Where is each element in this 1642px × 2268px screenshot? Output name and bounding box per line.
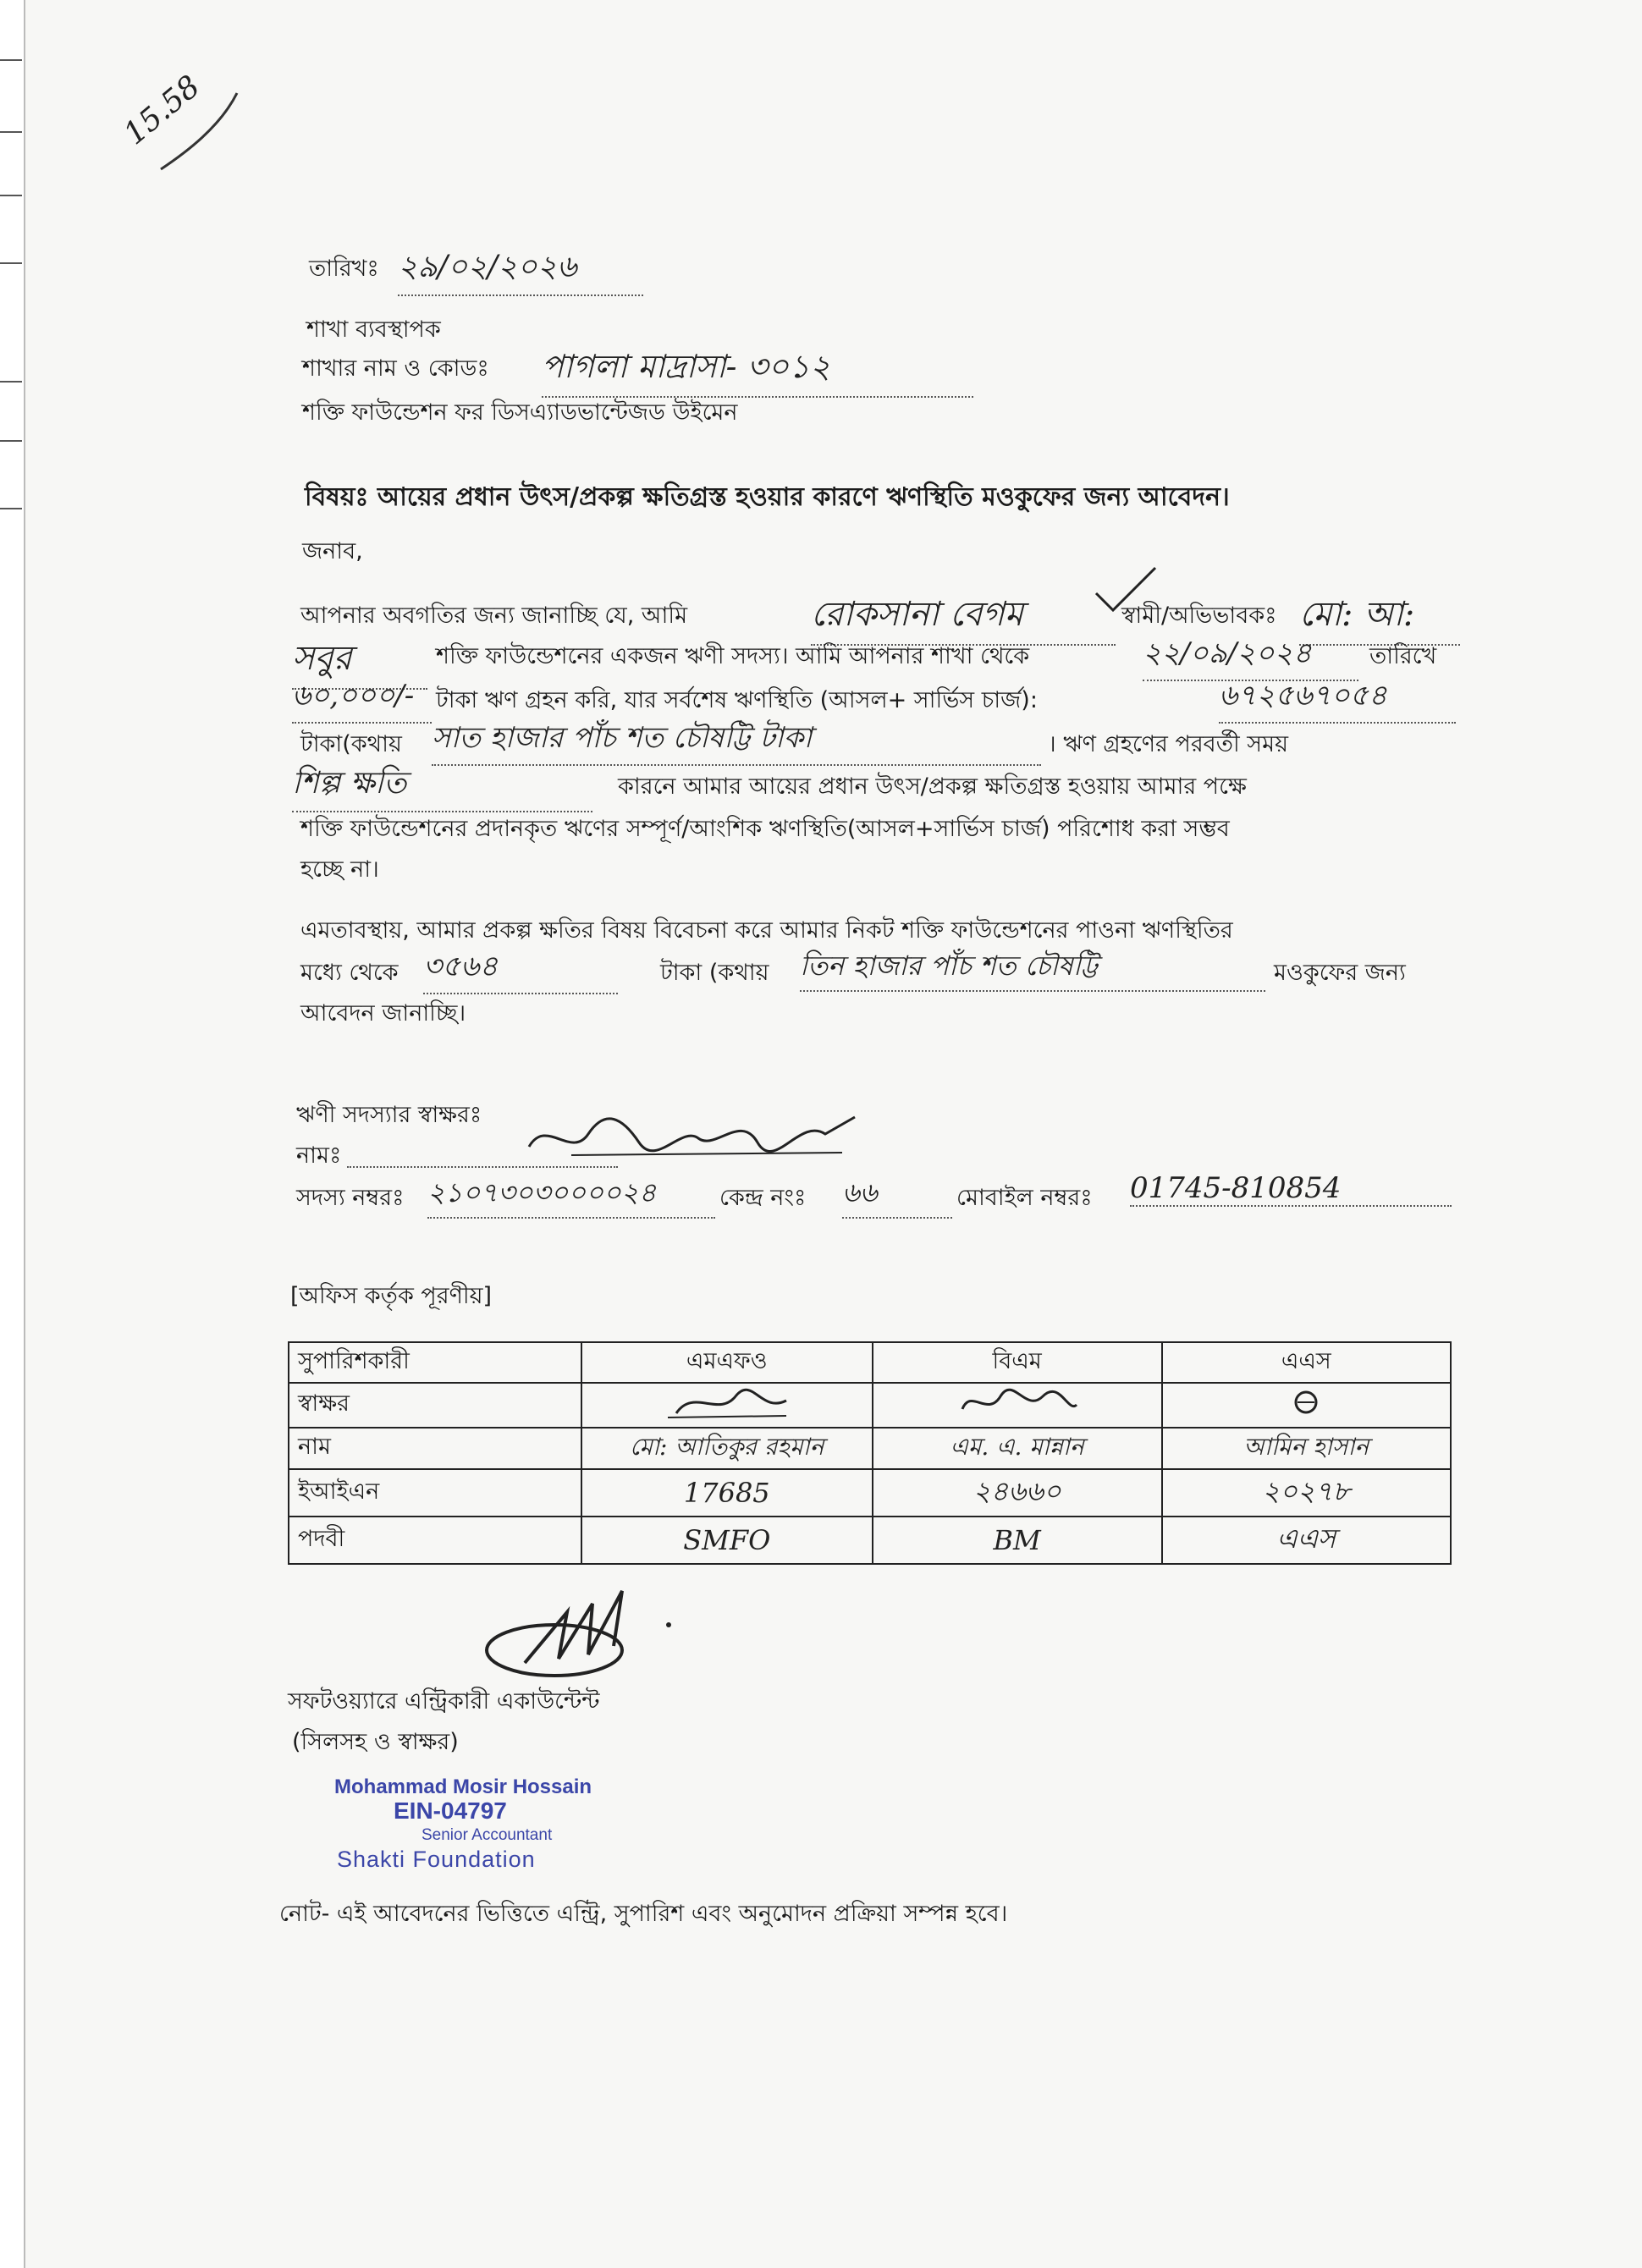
table-row xyxy=(289,1383,1451,1428)
table-row xyxy=(289,1517,1451,1564)
edge-mark xyxy=(0,440,22,442)
edge-mark xyxy=(0,381,22,383)
para1-text: তারিখে xyxy=(1369,643,1437,669)
table-cell: আমিন হাসান xyxy=(1162,1428,1451,1469)
subject: বিষয়ঃ আয়ের প্রধান উৎস/প্রকল্প ক্ষতিগ্রস্ত হওয়ার কারণে ঋণস্থিতি মওকুফের জন্য আবেদন। xyxy=(305,482,1230,512)
stamp-title: Senior Accountant xyxy=(422,1826,553,1844)
accountant-line1: সফটওয়্যারে এন্ট্রিকারী একাউন্টেন্ট xyxy=(288,1688,600,1715)
waive-words-handwritten: তিন হাজার পাঁচ শত চৌষট্টি xyxy=(800,944,1265,992)
corner-note: 15.58 xyxy=(117,69,207,152)
row-label: পদবী xyxy=(289,1517,581,1564)
bm-signature xyxy=(950,1384,1085,1421)
table-row xyxy=(289,1469,1451,1517)
para2-text: টাকা (কথায় xyxy=(660,960,769,986)
table-header-cell: বিএম xyxy=(873,1342,1162,1383)
salutation: জনাব, xyxy=(302,538,363,564)
table-row xyxy=(289,1428,1451,1469)
branch-label: শাখার নাম ও কোডঃ xyxy=(302,355,489,382)
member-no-handwritten: ২১০৭৩০৩০০০০২৪ xyxy=(427,1171,715,1219)
para1-text: টাকা(কথায় xyxy=(300,731,402,757)
loan-balance-handwritten: ৬৭২৫৬৭০৫৪ xyxy=(1219,674,1456,724)
as-signature xyxy=(1272,1384,1340,1421)
signature-cell xyxy=(581,1383,873,1428)
table-cell: এএস xyxy=(1162,1517,1451,1564)
member-name-handwritten: রোকসানা বেগম xyxy=(811,587,1116,646)
date-value: ২৯/০২/২০২৬ xyxy=(398,244,643,296)
name-label: নামঃ xyxy=(296,1142,342,1169)
row-label: স্বাক্ষর xyxy=(289,1383,581,1428)
addressee-line1: শাখা ব্যবস্থাপক xyxy=(306,317,441,343)
edge-mark xyxy=(0,195,22,196)
table-row xyxy=(289,1342,1451,1383)
page-edge-strip xyxy=(0,0,25,2268)
para1-text: হচ্ছে না। xyxy=(300,856,379,883)
signature-label: ঋণী সদস্যার স্বাক্ষরঃ xyxy=(296,1102,482,1128)
accountant-line2: (সিলসহ ও স্বাক্ষর) xyxy=(292,1729,459,1755)
loan-date-handwritten: ২২/০৯/২০২৪ xyxy=(1143,631,1358,681)
para1-text: । ঋণ গ্রহণের পরবর্তী সময় xyxy=(1048,731,1289,757)
mobile-label: মোবাইল নম্বরঃ xyxy=(956,1185,1093,1211)
edge-mark xyxy=(0,508,22,509)
edge-mark xyxy=(0,262,22,264)
office-heading: [অফিস কর্তৃক পূরণীয়] xyxy=(290,1283,493,1309)
table-header-cell: এমএফও xyxy=(581,1342,873,1383)
table-header-cell: এএস xyxy=(1162,1342,1451,1383)
table-cell: BM xyxy=(873,1517,1162,1564)
office-table xyxy=(288,1341,1452,1565)
corner-slash xyxy=(152,85,245,178)
para1-text: আপনার অবগতির জন্য জানাচ্ছি যে, আমি xyxy=(300,603,688,629)
edge-mark xyxy=(0,131,22,133)
signature-cell xyxy=(873,1383,1162,1428)
stamp-name: Mohammad Mosir Hossain xyxy=(334,1775,592,1798)
footer-note: নোট- এই আবেদনের ভিত্তিতে এন্ট্রি, সুপারিশ এবং অনুমোদন প্রক্রিয়া সম্পন্ন হবে। xyxy=(279,1901,1008,1927)
table-cell: ২৪৬৬০ xyxy=(873,1469,1162,1517)
center-label: কেন্দ্র নংঃ xyxy=(719,1185,807,1211)
para1-text: স্বামী/অভিভাবকঃ xyxy=(1121,603,1277,629)
branch-value: পাগলা মাদ্রাসা- ৩০১২ xyxy=(542,342,973,398)
loan-amount-handwritten: ৬০,০০০/- xyxy=(292,674,432,724)
table-cell: মো: আতিকুর রহমান xyxy=(581,1428,873,1469)
row-label: ইআইএন xyxy=(289,1469,581,1517)
mobile-no-handwritten: 01745-810854 xyxy=(1130,1171,1452,1207)
para2-text: আবেদন জানাচ্ছি। xyxy=(300,1000,466,1027)
signature-cell xyxy=(1162,1383,1451,1428)
para2-text: এমতাবস্থায়, আমার প্রকল্প ক্ষতির বিষয় বিবেচনা করে আমার নিকট শক্তি ফাউন্ডেশনের পাওনা ঋণস্থিতির xyxy=(300,917,1233,944)
table-header-cell: সুপারিশকারী xyxy=(289,1342,581,1383)
guardian-handwritten: মো: আ: xyxy=(1299,587,1460,646)
para1-text: শক্তি ফাউন্ডেশনের একজন ঋণী সদস্য। আমি আপনার শাখা থেকে xyxy=(436,643,1030,669)
row-label: নাম xyxy=(289,1428,581,1469)
table-cell: 17685 xyxy=(581,1469,873,1517)
table-cell: ২০২৭৮ xyxy=(1162,1469,1451,1517)
para2-text: মধ্যে থেকে xyxy=(300,960,399,986)
name-dotted-line xyxy=(347,1164,618,1168)
edge-mark xyxy=(0,59,22,61)
date-label: তারিখঃ xyxy=(309,256,379,282)
stamp-ein: EIN-04797 xyxy=(394,1797,507,1824)
table-cell: এম. এ. মান্নান xyxy=(873,1428,1162,1469)
table-cell: SMFO xyxy=(581,1517,873,1564)
accountant-signature xyxy=(474,1578,677,1688)
center-no-handwritten: ৬৬ xyxy=(842,1171,952,1219)
loss-reason-handwritten: শিল্প ক্ষতি xyxy=(292,760,592,812)
para2-text: মওকুফের জন্য xyxy=(1274,960,1406,986)
para1-text: টাকা ঋণ গ্রহন করি, যার সর্বশেষ ঋণস্থিতি (আসল+ সার্ভিস চার্জ): xyxy=(436,687,1038,713)
para1-text: কারনে আমার আয়ের প্রধান উৎস/প্রকল্প ক্ষতিগ্রস্ত হওয়ায় আমার পক্ষে xyxy=(618,773,1247,800)
member-signature xyxy=(521,1100,859,1168)
mfo-signature xyxy=(659,1384,795,1421)
member-no-label: সদস্য নম্বরঃ xyxy=(296,1185,405,1211)
waive-amount-handwritten: ৩৫৬৪ xyxy=(423,944,618,994)
stamp-org: Shakti Foundation xyxy=(337,1847,536,1872)
balance-words-handwritten: সাত হাজার পাঁচ শত চৌষট্টি টাকা xyxy=(432,716,1041,766)
para1-text: শক্তি ফাউন্ডেশনের প্রদানকৃত ঋণের সম্পূর্ণ/আংশিক ঋণস্থিতি(আসল+সার্ভিস চার্জ) পরিশোধ করা সম্ভব xyxy=(300,816,1230,842)
guardian-handwritten-2: সবুর xyxy=(292,631,427,690)
addressee-line3: শক্তি ফাউন্ডেশন ফর ডিসএ্যাডভান্টেজড উইমেন xyxy=(302,399,738,426)
